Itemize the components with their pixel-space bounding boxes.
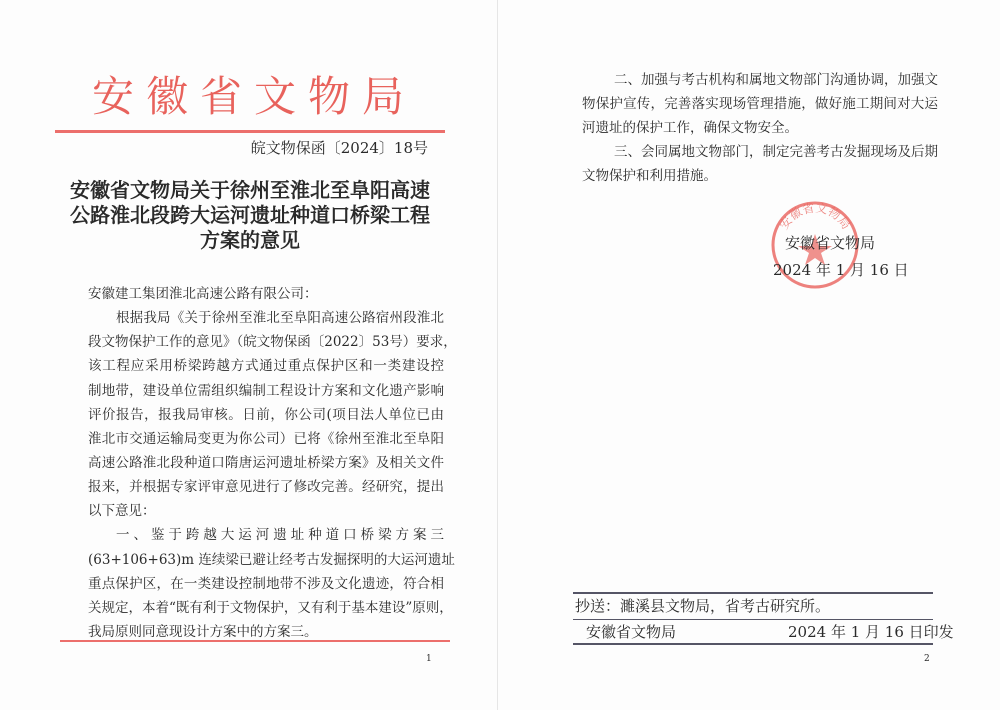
issuer: 安徽省文物局: [586, 623, 677, 641]
body-line: 以下意见：: [88, 503, 156, 519]
body-line: (63+106+63)m 连续梁已避让经考古发掘探明的大运河遗址: [88, 552, 455, 568]
body-line: 河遗址的保护工作，确保文物安全。: [582, 120, 798, 136]
document-title-line: 安徽省文物局关于徐州至淮北至阜阳高速: [70, 178, 430, 202]
red-footer-rule: [60, 640, 450, 642]
seal-text: 安徽省文物局: [776, 200, 854, 232]
document-number: 皖文物保函〔2024〕18号: [250, 139, 428, 157]
body-line: 该工程应采用桥梁跨越方式通过重点保护区和一类建设控: [88, 358, 444, 374]
signature-org: 安徽省文物局: [785, 234, 876, 252]
body-line: 一、鉴于跨越大运河遗址种道口桥梁方案三: [116, 527, 444, 543]
body-line: 物保护宣传，完善落实现场管理措施，做好施工期间对大运: [582, 96, 938, 112]
body-line: 段文物保护工作的意见》（皖文物保函〔2022〕53号）要求，: [88, 334, 457, 350]
addressee: 安徽建工集团淮北高速公路有限公司：: [88, 286, 318, 302]
footer-rule-bottom: [573, 643, 933, 645]
body-line: 淮北市交通运输局变更为你公司）已将《徐州至淮北至阜阳: [88, 431, 444, 447]
body-line: 评价报告，报我局审核。日前，你公司(项目法人单位已由: [88, 407, 444, 423]
body-line: 高速公路淮北段种道口隋唐运河遗址桥梁方案》及相关文件: [88, 455, 444, 471]
document-title-line: 公路淮北段跨大运河遗址种道口桥梁工程: [70, 203, 430, 227]
svg-text:安徽省文物局: [776, 200, 853, 232]
document-title-line: 方案的意见: [200, 228, 300, 252]
body-line: 关规定，本着“既有利于文物保护，又有利于基本建设”原则，: [88, 600, 453, 616]
body-line: 重点保护区，在一类建设控制地带不涉及文化遗迹，符合相: [88, 576, 444, 592]
footer-rule-top: [573, 592, 933, 594]
signature-date: 2024 年 1 月 16 日: [773, 261, 909, 279]
body-line: 三、会同属地文物部门，制定完善考古发掘现场及后期: [614, 144, 938, 160]
body-line: 制地带，建设单位需组织编制工程设计方案和文化遗产影响: [88, 383, 444, 399]
page-1: [0, 0, 497, 710]
page-number: 1: [426, 654, 432, 664]
body-line: 文物保护和利用措施。: [582, 168, 717, 184]
agency-header-title: 安徽省文物局: [92, 72, 404, 121]
red-header-rule: [55, 130, 445, 133]
body-line: 根据我局《关于徐州至淮北至阜阳高速公路宿州段淮北: [116, 310, 444, 326]
body-line: 二、加强与考古机构和属地文物部门沟通协调，加强文: [614, 72, 938, 88]
issue-date: 2024 年 1 月 16 日印发: [788, 623, 954, 641]
cc-list: 抄送：濉溪县文物局，省考古研究所。: [575, 597, 831, 615]
body-line: 报来，并根据专家评审意见进行了修改完善。经研究，提出: [88, 479, 444, 495]
page-number: 2: [924, 654, 930, 664]
body-line: 我局原则同意现设计方案中的方案三。: [88, 624, 318, 640]
footer-rule-mid: [573, 619, 933, 620]
